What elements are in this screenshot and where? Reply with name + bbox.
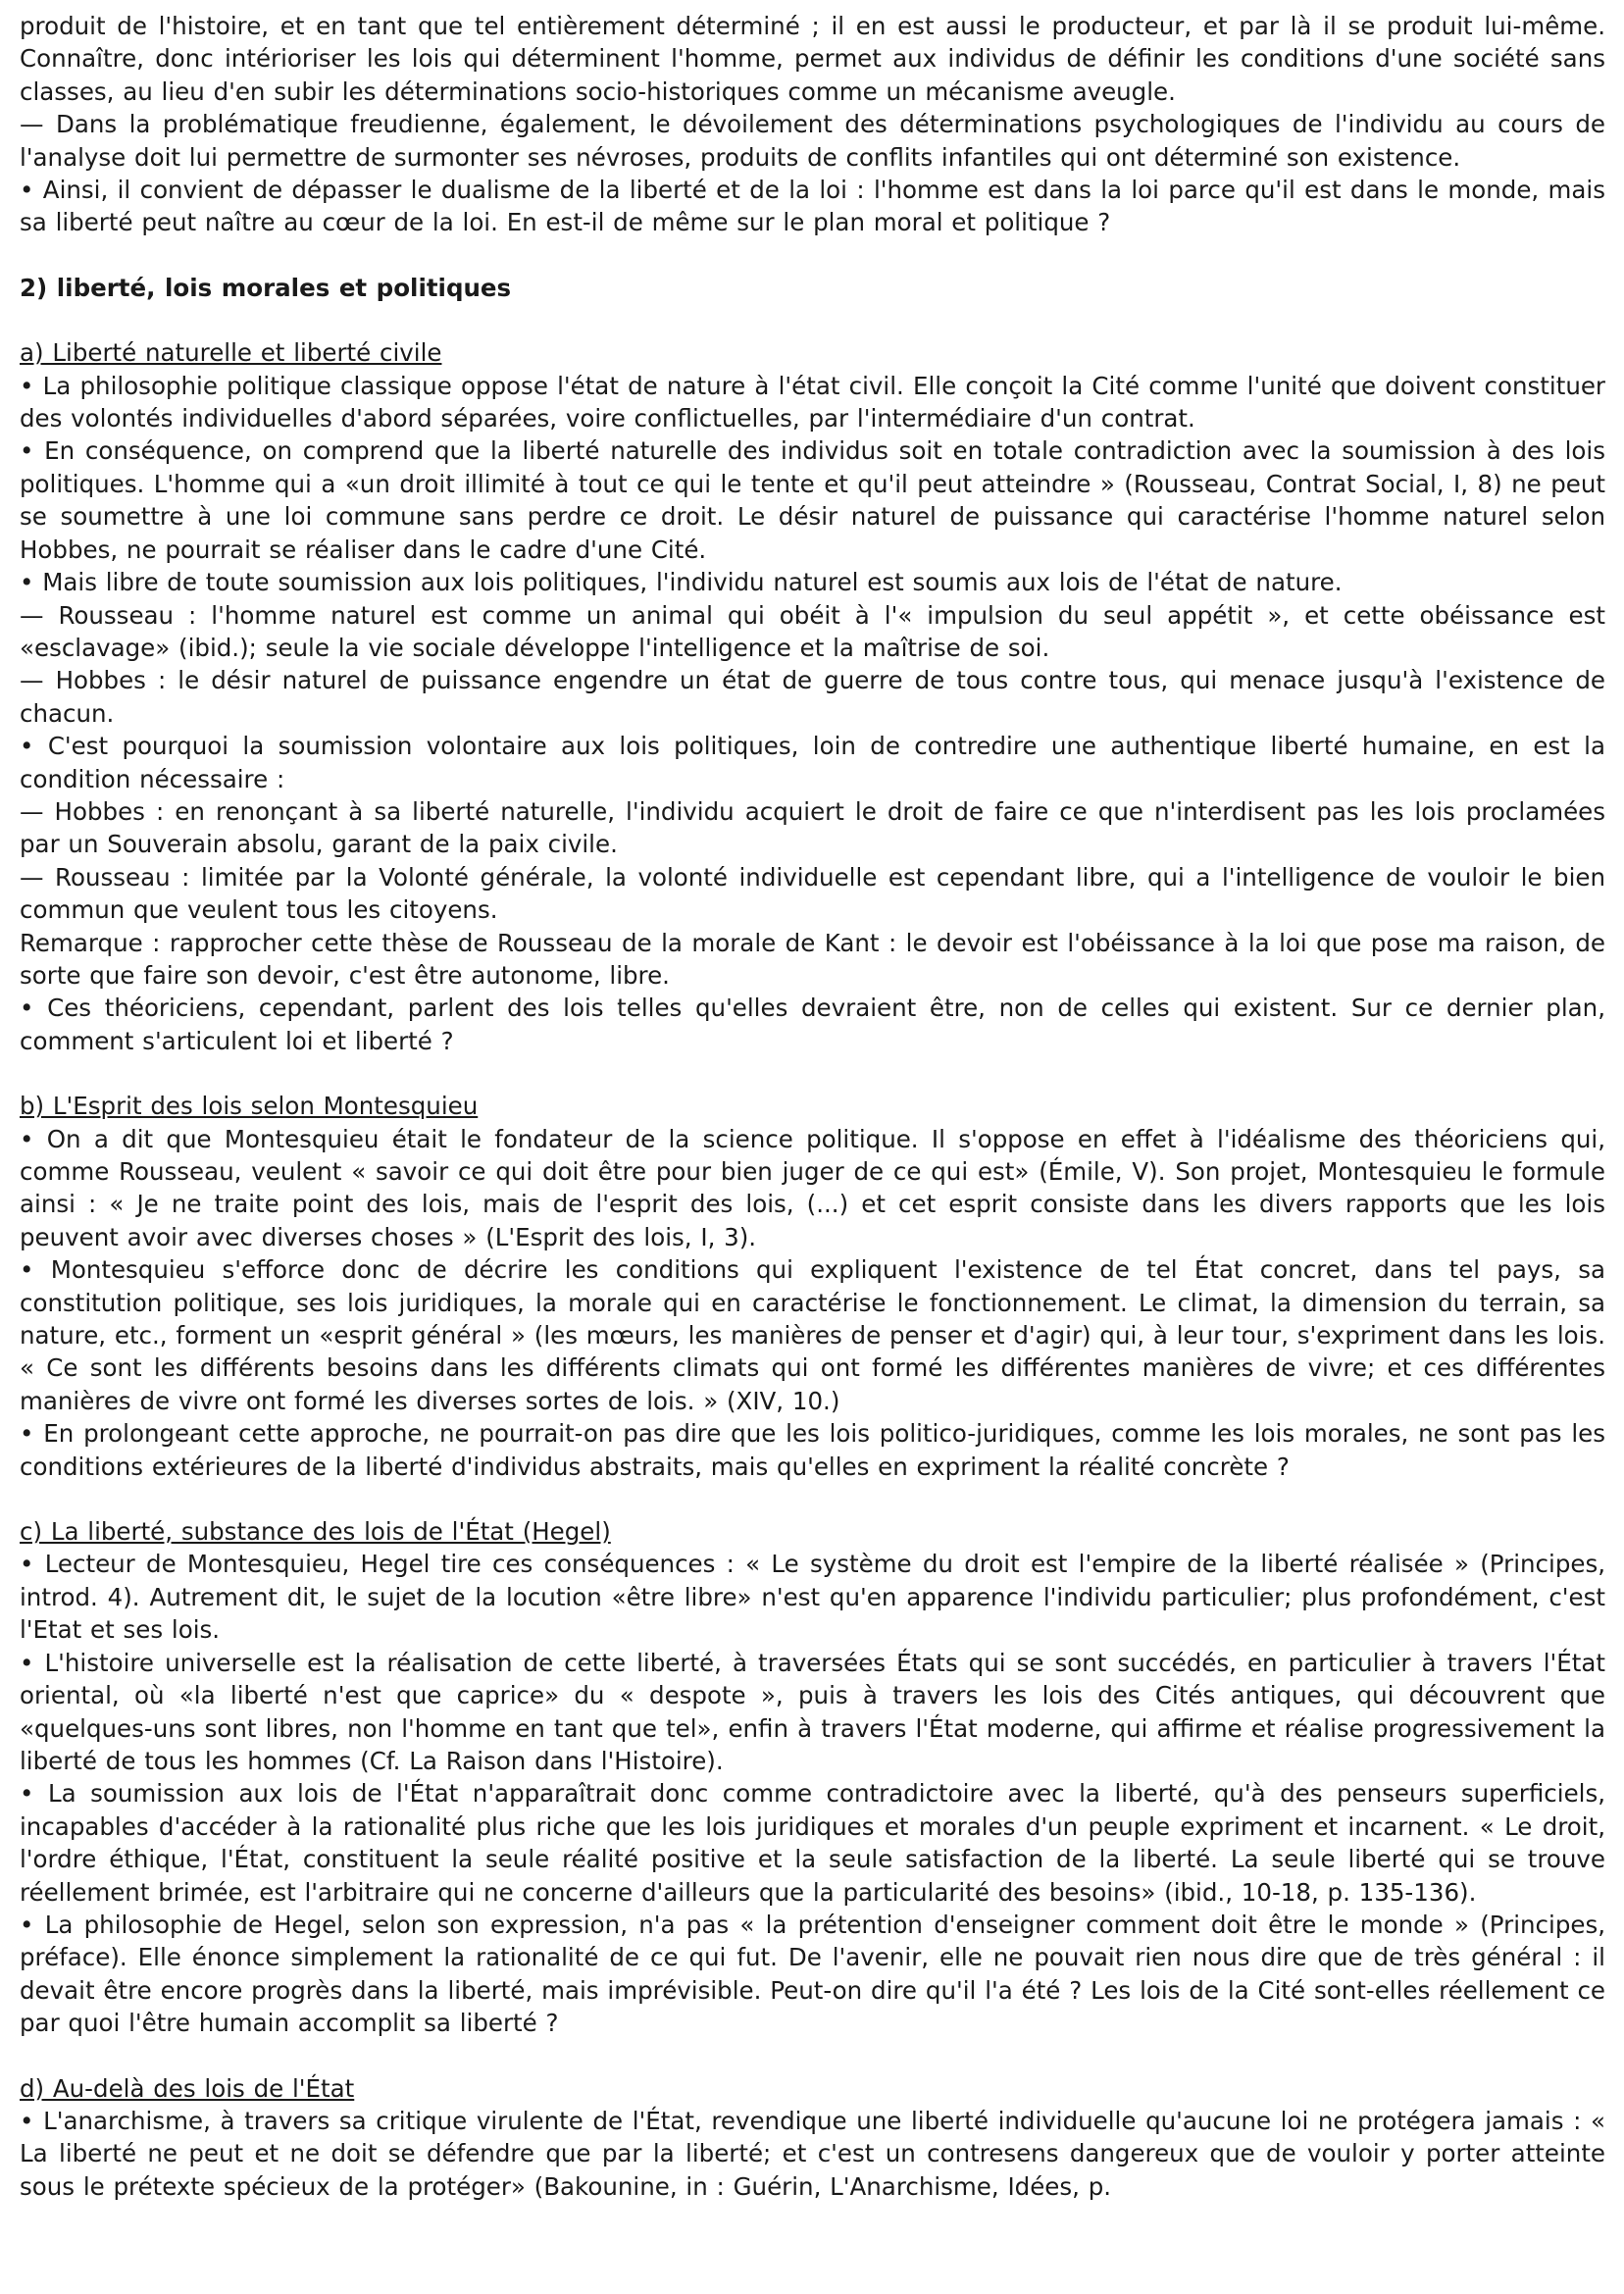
- paragraph: • On a dit que Montesquieu était le fondateur de la science politique. Il s'oppose en effet à l'idéalisme des théoriciens qui, comme Rousseau, veulent « savoir ce qui doit être pour bien juger de ce qui est» (Émile, V). Son projet, Montesquieu le formule ainsi : « Je ne traite point des lois, mais de l'esprit des lois, (...) et cet esprit consiste dans les divers rapports que les lois peuvent avoir avec diverses choses » (L'Esprit des lois, I, 3).: [20, 1124, 1605, 1251]
- intro-paragraph: produit de l'histoire, et en tant que tel entièrement déterminé ; il en est aussi le producteur, et par là il se produit lui-même. Connaître, donc intérioriser les lois qui déterminent l'homme, permet aux individus de définir les conditions d'une société sans classes, au lieu d'en subir les déterminations socio-historiques comme un mécanisme aveugle.: [20, 12, 1605, 106]
- spacer: [20, 2040, 1605, 2072]
- paragraph: • La soumission aux lois de l'État n'apparaîtrait donc comme contradictoire avec la liberté, qu'à des penseurs superficiels, incapables d'accéder à la rationalité plus riche que les lois juridiques et morales d'un peuple expriment et incarnent. « Le droit, l'ordre éthique, l'État, constituent la seule réalité positive et la seule satisfaction de la liberté. La seule liberté qui se trouve réellement brimée, est l'arbitraire qui ne concerne d'ailleurs que la particularité des besoins» (ibid., 10-18, p. 135-136).: [20, 1779, 1605, 1907]
- paragraph: Remarque : rapprocher cette thèse de Rousseau de la morale de Kant : le devoir est l'obéissance à la loi que pose ma raison, de sorte que faire son devoir, c'est être autonome, libre.: [20, 928, 1605, 990]
- document-page: [20, 10, 1605, 2203]
- paragraph: • En conséquence, on comprend que la liberté naturelle des individus soit en totale contradiction avec la soumission à des lois politiques. L'homme qui a «un droit illimité à tout ce qui le tente et qu'il peut atteindre » (Rousseau, Contrat Social, I, 8) ne peut se soumettre à une loi commune sans perdre ce droit. Le désir naturel de puissance qui caractérise l'homme naturel selon Hobbes, ne pourrait se réaliser dans le cadre d'une Cité.: [20, 436, 1605, 564]
- paragraph: • La philosophie politique classique oppose l'état de nature à l'état civil. Elle conçoit la Cité comme l'unité que doivent constituer des volontés individuelles d'abord séparées, voire conflictuelles, par l'intermédiaire d'un contrat.: [20, 371, 1605, 433]
- paragraph: • En prolongeant cette approche, ne pourrait-on pas dire que les lois politico-juridiques, comme les lois morales, ne sont pas les conditions extérieures de la liberté d'individus abstraits, mais qu'elles en expriment la réalité concrète ?: [20, 1419, 1605, 1481]
- spacer: [20, 239, 1605, 272]
- subsection-title: d) Au-delà des lois de l'État: [20, 2073, 355, 2103]
- subsection-title: a) Liberté naturelle et liberté civile: [20, 338, 442, 368]
- paragraph: • Ces théoriciens, cependant, parlent des lois telles qu'elles devraient être, non de celles qui existent. Sur ce dernier plan, comment s'articulent loi et liberté ?: [20, 994, 1605, 1055]
- spacer: [20, 1057, 1605, 1090]
- intro-paragraph: — Dans la problématique freudienne, également, le dévoilement des déterminations psychologiques de l'individu au cours de l'analyse doit lui permettre de surmonter ses névroses, produits de conflits infantiles qui ont déterminé son existence.: [20, 110, 1605, 172]
- paragraph: • Lecteur de Montesquieu, Hegel tire ces conséquences : « Le système du droit est l'empire de la liberté réalisée » (Principes, introd. 4). Autrement dit, le sujet de la locution «être libre» n'est qu'en apparence l'individu particulier; plus profondément, c'est l'Etat et ses lois.: [20, 1550, 1605, 1645]
- paragraph: — Hobbes : en renonçant à sa liberté naturelle, l'individu acquiert le droit de faire ce que n'interdisent pas les lois proclamées par un Souverain absolu, garant de la paix civile.: [20, 796, 1605, 859]
- paragraph: — Hobbes : le désir naturel de puissance engendre un état de guerre de tous contre tous, qui menace jusqu'à l'existence de chacun.: [20, 666, 1605, 728]
- paragraph: • C'est pourquoi la soumission volontaire aux lois politiques, loin de contredire une authentique liberté humaine, en est la condition nécessaire :: [20, 732, 1605, 793]
- spacer: [20, 304, 1605, 336]
- paragraph: • La philosophie de Hegel, selon son expression, n'a pas « la prétention d'enseigner comment doit être le monde » (Principes, préface). Elle énonce simplement la rationalité de ce qui fut. De l'avenir, elle ne pouvait rien nous dire que de très général : il devait être encore progrès dans la liberté, mais imprévisible. Peut-on dire qu'il l'a été ? Les lois de la Cité sont-elles réellement ce par quoi l'être humain accomplit sa liberté ?: [20, 1910, 1605, 2038]
- subsection-title: b) L'Esprit des lois selon Montesquieu: [20, 1092, 479, 1121]
- paragraph: — Rousseau : limitée par la Volonté générale, la volonté individuelle est cependant libre, qui a l'intelligence de vouloir le bien commun que veulent tous les citoyens.: [20, 862, 1605, 925]
- paragraph: • Mais libre de toute soumission aux lois politiques, l'individu naturel est soumis aux lois de l'état de nature.: [20, 568, 1343, 597]
- paragraph: • L'histoire universelle est la réalisation de cette liberté, à traversées États qui se sont succédés, en particulier à travers l'État oriental, où «la liberté n'est que caprice» du « despote », puis à travers les lois des Cités antiques, qui découvrent que «quelques-uns sont libres, non l'homme en tant que tel», enfin à travers l'État moderne, qui affirme et réalise progressivement la liberté de tous les hommes (Cf. La Raison dans l'Histoire).: [20, 1648, 1605, 1775]
- intro-paragraph: • Ainsi, il convient de dépasser le dualisme de la liberté et de la loi : l'homme est dans la loi parce qu'il est dans le monde, mais sa liberté peut naître au cœur de la loi. En est-il de même sur le plan moral et politique ?: [20, 176, 1605, 237]
- section-title: 2) liberté, lois morales et politiques: [20, 273, 512, 302]
- paragraph: — Rousseau : l'homme naturel est comme un animal qui obéit à l'« impulsion du seul appétit », et cette obéissance est «esclavage» (ibid.); seule la vie sociale développe l'intelligence et la maîtrise de soi.: [20, 600, 1605, 662]
- spacer: [20, 1483, 1605, 1515]
- paragraph: • Montesquieu s'efforce donc de décrire les conditions qui expliquent l'existence de tel État concret, dans tel pays, sa constitution politique, ses lois juridiques, la morale qui en caractérise le fonctionnement. Le climat, la dimension du terrain, sa nature, etc., forment un «esprit général » (les mœurs, les manières de penser et d'agir) qui, à leur tour, s'expriment dans les lois. « Ce sont les différents besoins dans les différents climats qui ont formé les différentes manières de vivre; et ces différentes manières de vivre ont formé les diverses sortes de lois. » (XIV, 10.): [20, 1255, 1605, 1415]
- paragraph: • L'anarchisme, à travers sa critique virulente de l'État, revendique une liberté individuelle qu'aucune loi ne protégera jamais : « La liberté ne peut et ne doit se défendre que par la liberté; et c'est un contresens dangereux que de vouloir y porter atteinte sous le prétexte spécieux de la protéger» (Bakounine, in : Guérin, L'Anarchisme, Idées, p.: [20, 2106, 1605, 2201]
- subsection-title: c) La liberté, substance des lois de l'État (Hegel): [20, 1517, 611, 1547]
